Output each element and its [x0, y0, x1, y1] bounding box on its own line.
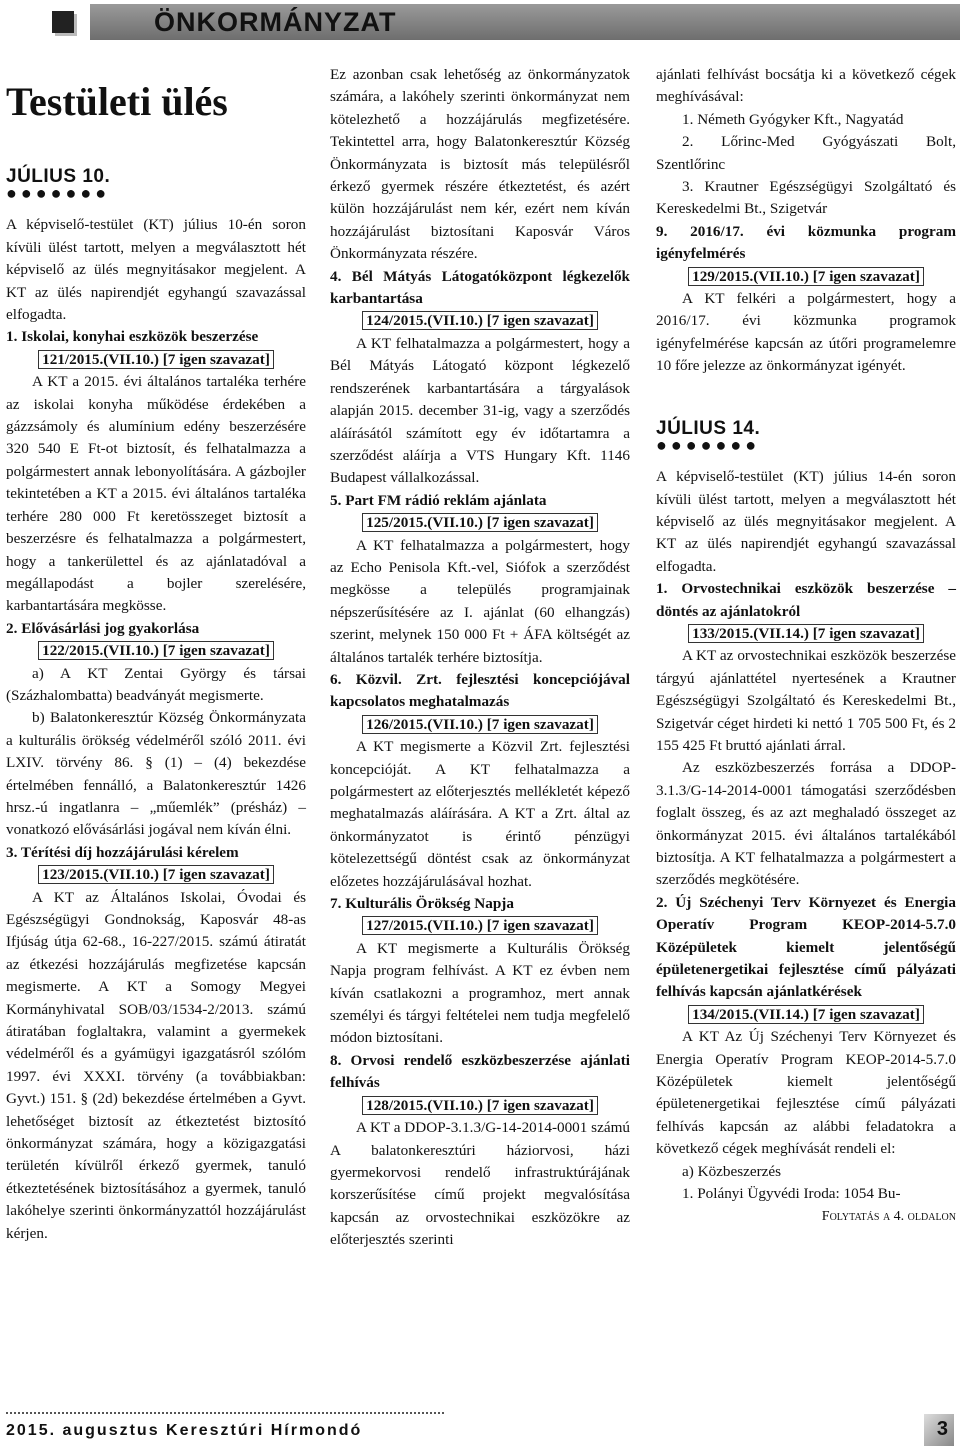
- item-heading: 2. Elővásárlási jog gyakorlása: [6, 619, 200, 637]
- resolution: 129/2015.(VII.10.) [7 igen szavazat]: [656, 266, 956, 288]
- resolution: 121/2015.(VII.10.) [7 igen szavazat]: [6, 349, 306, 371]
- item-heading: 6. Közvil. Zrt. fejlesztési koncepciójával kapcsolatos meghatalmazás: [330, 670, 630, 711]
- section-bar: [90, 4, 960, 40]
- paragraph: b) Balatonkeresztúr Község Önkormányzata a kulturális örökség védelméről szóló 2011. évi LXIV. törvény 86. § (1) – (4) bekezdése értelmében fennálló, a Balatonkeresztúr 1426 hrsz.-ú ingatlanra – „műemlék” (présház) – vonatkozó elővásárlási jogával nem kíván élni.: [6, 709, 306, 839]
- resolution: 133/2015.(VII.14.) [7 igen szavazat]: [656, 623, 956, 645]
- section-title: ÖNKORMÁNYZAT: [154, 7, 397, 37]
- list-item: 2. Lőrinc-Med Gyógyászati Bolt, Szentlőrinc: [656, 133, 956, 173]
- paragraph: A KT a DDOP-3.1.3/G-14-2014-0001 számú A balatonkeresztúri háziorvosi, házi gyermekorvosi rendelő infrastruktúrájának korszerűsítése című projekt megvalósítása kapcsán az orvostechnikai eszközökre az előterjesztés szerinti: [330, 1119, 630, 1249]
- header-square-icon: [52, 11, 74, 33]
- continuation-note: Folytatás a 4. oldalon: [821, 1208, 956, 1224]
- footer-divider: [6, 1412, 444, 1414]
- paragraph: A képviselő-testület (KT) július 10-én soron kívüli ülést tartott, melyen a megválasztott hét képviselő az ülés megnyitásakor megjelent. A KT az ülés napirendjét egyhangú szavazással elfogadta.: [6, 216, 306, 324]
- paragraph: A KT felhatalmazza a polgármestert, hogy a Bél Mátyás Látogató központ légkezelő rendszerének karbantartására a tárgyalások alapján 2015. december 31-ig, vagy a szerződés aláírásától számított egy év időtartamra a szerződést aláírja a VTS Hungary Kft. 1146 Budapest vállalkozással.: [330, 334, 630, 487]
- paragraph: A képviselő-testület (KT) július 14-én soron kívüli ülést tartott, melyen a megválasztott hét képviselő az ülés megnyitásakor megjelent. A KT az ülés napirendjét egyhangú szavazással elfogadta.: [656, 468, 956, 575]
- paragraph: A KT az Általános Iskolai, Óvodai és Egészségügyi Gondnokság, Kaposvár 48-as Ifjúság útja 62-68., 16-227/2015. számú átiratát az étkezési hozzájárulás megfizetése kapcsán megismerte. A KT a Somogy Megyei Kormányhivatal SOB/03/1534-2/2013. számú átiratában foglaltakra, valamint a gyermekek védelméről és a gyámügyi igazgatásról szólóm 1997. évi XXXI. törvény (a továbbiakban: Gyvt.) 151. § (2d) bekezdése értelmében a Gyvt. lehetőséget biztosít az étkeztetést biztosító önkormányzat számára, hogy a közigazgatási területén kívülről érkező gyermek, tanuló étkeztetésének biztosításához a gyermek, tanuló lakóhelye szerinti önkormányzattól hozzájárulást kérjen.: [6, 888, 306, 1242]
- section-header: [0, 0, 960, 44]
- list-item: 3. Krautner Egészségügyi Szolgáltató és Kereskedelmi Bt., Szigetvár: [656, 178, 956, 218]
- list-item: 1. Polányi Ügyvédi Iroda: 1054 Bu-: [682, 1185, 901, 1203]
- page-number: 3: [936, 1418, 948, 1440]
- paragraph: A KT a 2015. évi általános tartaléka terhére az iskolai konyha működése érdekében a gázzsámoly és alumínium edény beszerzésére 320 540 E Ft-ot biztosít, és felhatalmazza a polgármestert annak lebonyolítására. A gázbojler tekintetében a KT a 2015. évi általános tartaléka terhére 280 000 Ft keretösszeget biztosít a beszerzésre és felhatalmazza a polgármestert, hogy a tankerülettel és az ajánlatadóval a megállapodást a bojler szerelésére, karbantartására megkösse.: [6, 373, 306, 615]
- date-heading: JÚLIUS 10.: [6, 166, 111, 187]
- resolution: 134/2015.(VII.14.) [7 igen szavazat]: [656, 1004, 956, 1026]
- resolution: 127/2015.(VII.10.) [7 igen szavazat]: [330, 915, 630, 937]
- item-heading: 4. Bél Mátyás Látogatóközpont légkezelők karbantartása: [330, 267, 630, 308]
- resolution: 123/2015.(VII.10.) [7 igen szavazat]: [6, 864, 306, 886]
- item-heading: 1. Orvostechnikai eszközök beszerzése – döntés az ajánlatokról: [656, 580, 956, 620]
- paragraph: Az eszközbeszerzés forrása a DDOP-3.1.3/G-14-2014-0001 támogatási szerződésben foglalt összeg, és az azt meghaladó összeget az önkormányzat 2015. évi általános tartalékából biztosítja. A KT felhatalmazza a polgármestert a szerződés megkötésére.: [656, 759, 956, 889]
- resolution: 125/2015.(VII.10.) [7 igen szavazat]: [330, 512, 630, 534]
- item-heading: 9. 2016/17. évi közmunka program igényfelmérés: [656, 222, 956, 263]
- resolution: 122/2015.(VII.10.) [7 igen szavazat]: [6, 640, 306, 662]
- paragraph: A KT felhatalmazza a polgármestert, hogy az Echo Penisola Kft.-vel, Siófok a szerződést megkösse a település programjainak népszerűsítésére az I. ajánlat (60 elhangzás) szerint, melynek 150 000 Ft + ÁFA költségét az általános tartalék terhére biztosítja.: [330, 536, 630, 666]
- resolution: 128/2015.(VII.10.) [7 igen szavazat]: [330, 1095, 630, 1117]
- dots-divider: ●●●●●●●: [6, 183, 111, 204]
- paragraph: A KT megismerte a Közvil Zrt. fejlesztési koncepcióját. A KT felhatalmazza a polgármestert az előterjesztés mellékletét képező meghatalmazás aláírására. A KT a Zrt. által az önkormányzatot is érintő pénzügyi kötelezettségű döntést csak az önkormányzat előzetes hozzájárulásával hozhat.: [330, 738, 630, 890]
- resolution: 126/2015.(VII.10.) [7 igen szavazat]: [330, 714, 630, 736]
- item-heading: 8. Orvosi rendelő eszközbeszerzése ajánlati felhívás: [330, 1051, 630, 1092]
- date-heading: JÚLIUS 14.: [656, 417, 761, 439]
- column-1: [6, 64, 306, 1245]
- paragraph: A KT az orvostechnikai eszközök beszerzése tárgyú ajánlattétel nyertesének a Krautner Egészségügyi Szolgáltató és Kereskedelmi Bt., Szigetvár céget hirdeti ki nettó 1 705 500 Ft, és 2 155 425 Ft bruttó ajánlati árral.: [656, 647, 956, 754]
- resolution: 124/2015.(VII.10.) [7 igen szavazat]: [330, 310, 630, 332]
- paragraph: A KT megismerte a Kulturális Örökség Napja program felhívást. A KT ez évben nem kíván csatlakozni a programhoz, mert annak személyi és tárgyi feltételei nem tudja megfelelő módon biztosítani.: [330, 939, 630, 1047]
- item-heading: 5. Part FM rádió reklám ajánlata: [330, 491, 547, 509]
- dots-divider: ●●●●●●●: [656, 435, 761, 456]
- paragraph: A KT Az Új Széchenyi Terv Környezet és Energia Operatív Program KEOP-2014-5.7.0 Középületek kiemelt jelentőségű épületenergetikai fejlesztése című pályázati felhívás kapcsán az alábbi feladatokra a következő cégek meghívását rendeli el:: [656, 1028, 956, 1158]
- paragraph: a) A KT Zentai György és társai (Százhalombatta) beadványát megismerte.: [6, 664, 306, 704]
- paragraph: ajánlati felhívást bocsátja ki a következő cégek meghívásával:: [656, 66, 956, 106]
- column-2: [330, 64, 630, 1252]
- item-heading: 7. Kulturális Örökség Napja: [330, 895, 514, 913]
- page-title: Testületi ülés: [6, 79, 228, 124]
- item-heading: 2. Új Széchenyi Terv Környezet és Energia Operatív Program KEOP-2014-5.7.0 Középületek kiemelt jelentőségű épületenergetikai fejlesztése című pályázati felhívás kapcsán ajánlatkérések: [656, 893, 956, 1001]
- item-heading: 3. Térítési díj hozzájárulási kérelem: [6, 843, 239, 861]
- list-item: a) Közbeszerzés: [682, 1162, 782, 1180]
- list-item: 1. Németh Gyógyker Kft., Nagyatád: [682, 110, 904, 128]
- column-3: [656, 64, 956, 1228]
- footer-text: 2015. augusztus Keresztúri Hírmondó: [6, 1422, 363, 1439]
- item-heading: 1. Iskolai, konyhai eszközök beszerzése: [6, 328, 259, 346]
- paragraph: Ez azonban csak lehetőség az önkormányzatok számára, a lakóhely szerinti önkormányzat nem kötelezhető a hozzájárulás megfizetésére. Tekintettel arra, hogy Balatonkeresztúr Község Önkormányzata is biztosít más településről érkező gyermek részére étkeztetést, és azért külön hozzájárulást nem kér, ezért nem kíván hozzájárulást biztosítani Kaposvár Város Önkormányzata részére.: [330, 66, 630, 263]
- paragraph: A KT felkéri a polgármestert, hogy a 2016/17. évi közmunka programok igényfelmérése kapcsán az útőri programelemre 10 főre jelezze az önkormányzat igényét.: [656, 290, 956, 375]
